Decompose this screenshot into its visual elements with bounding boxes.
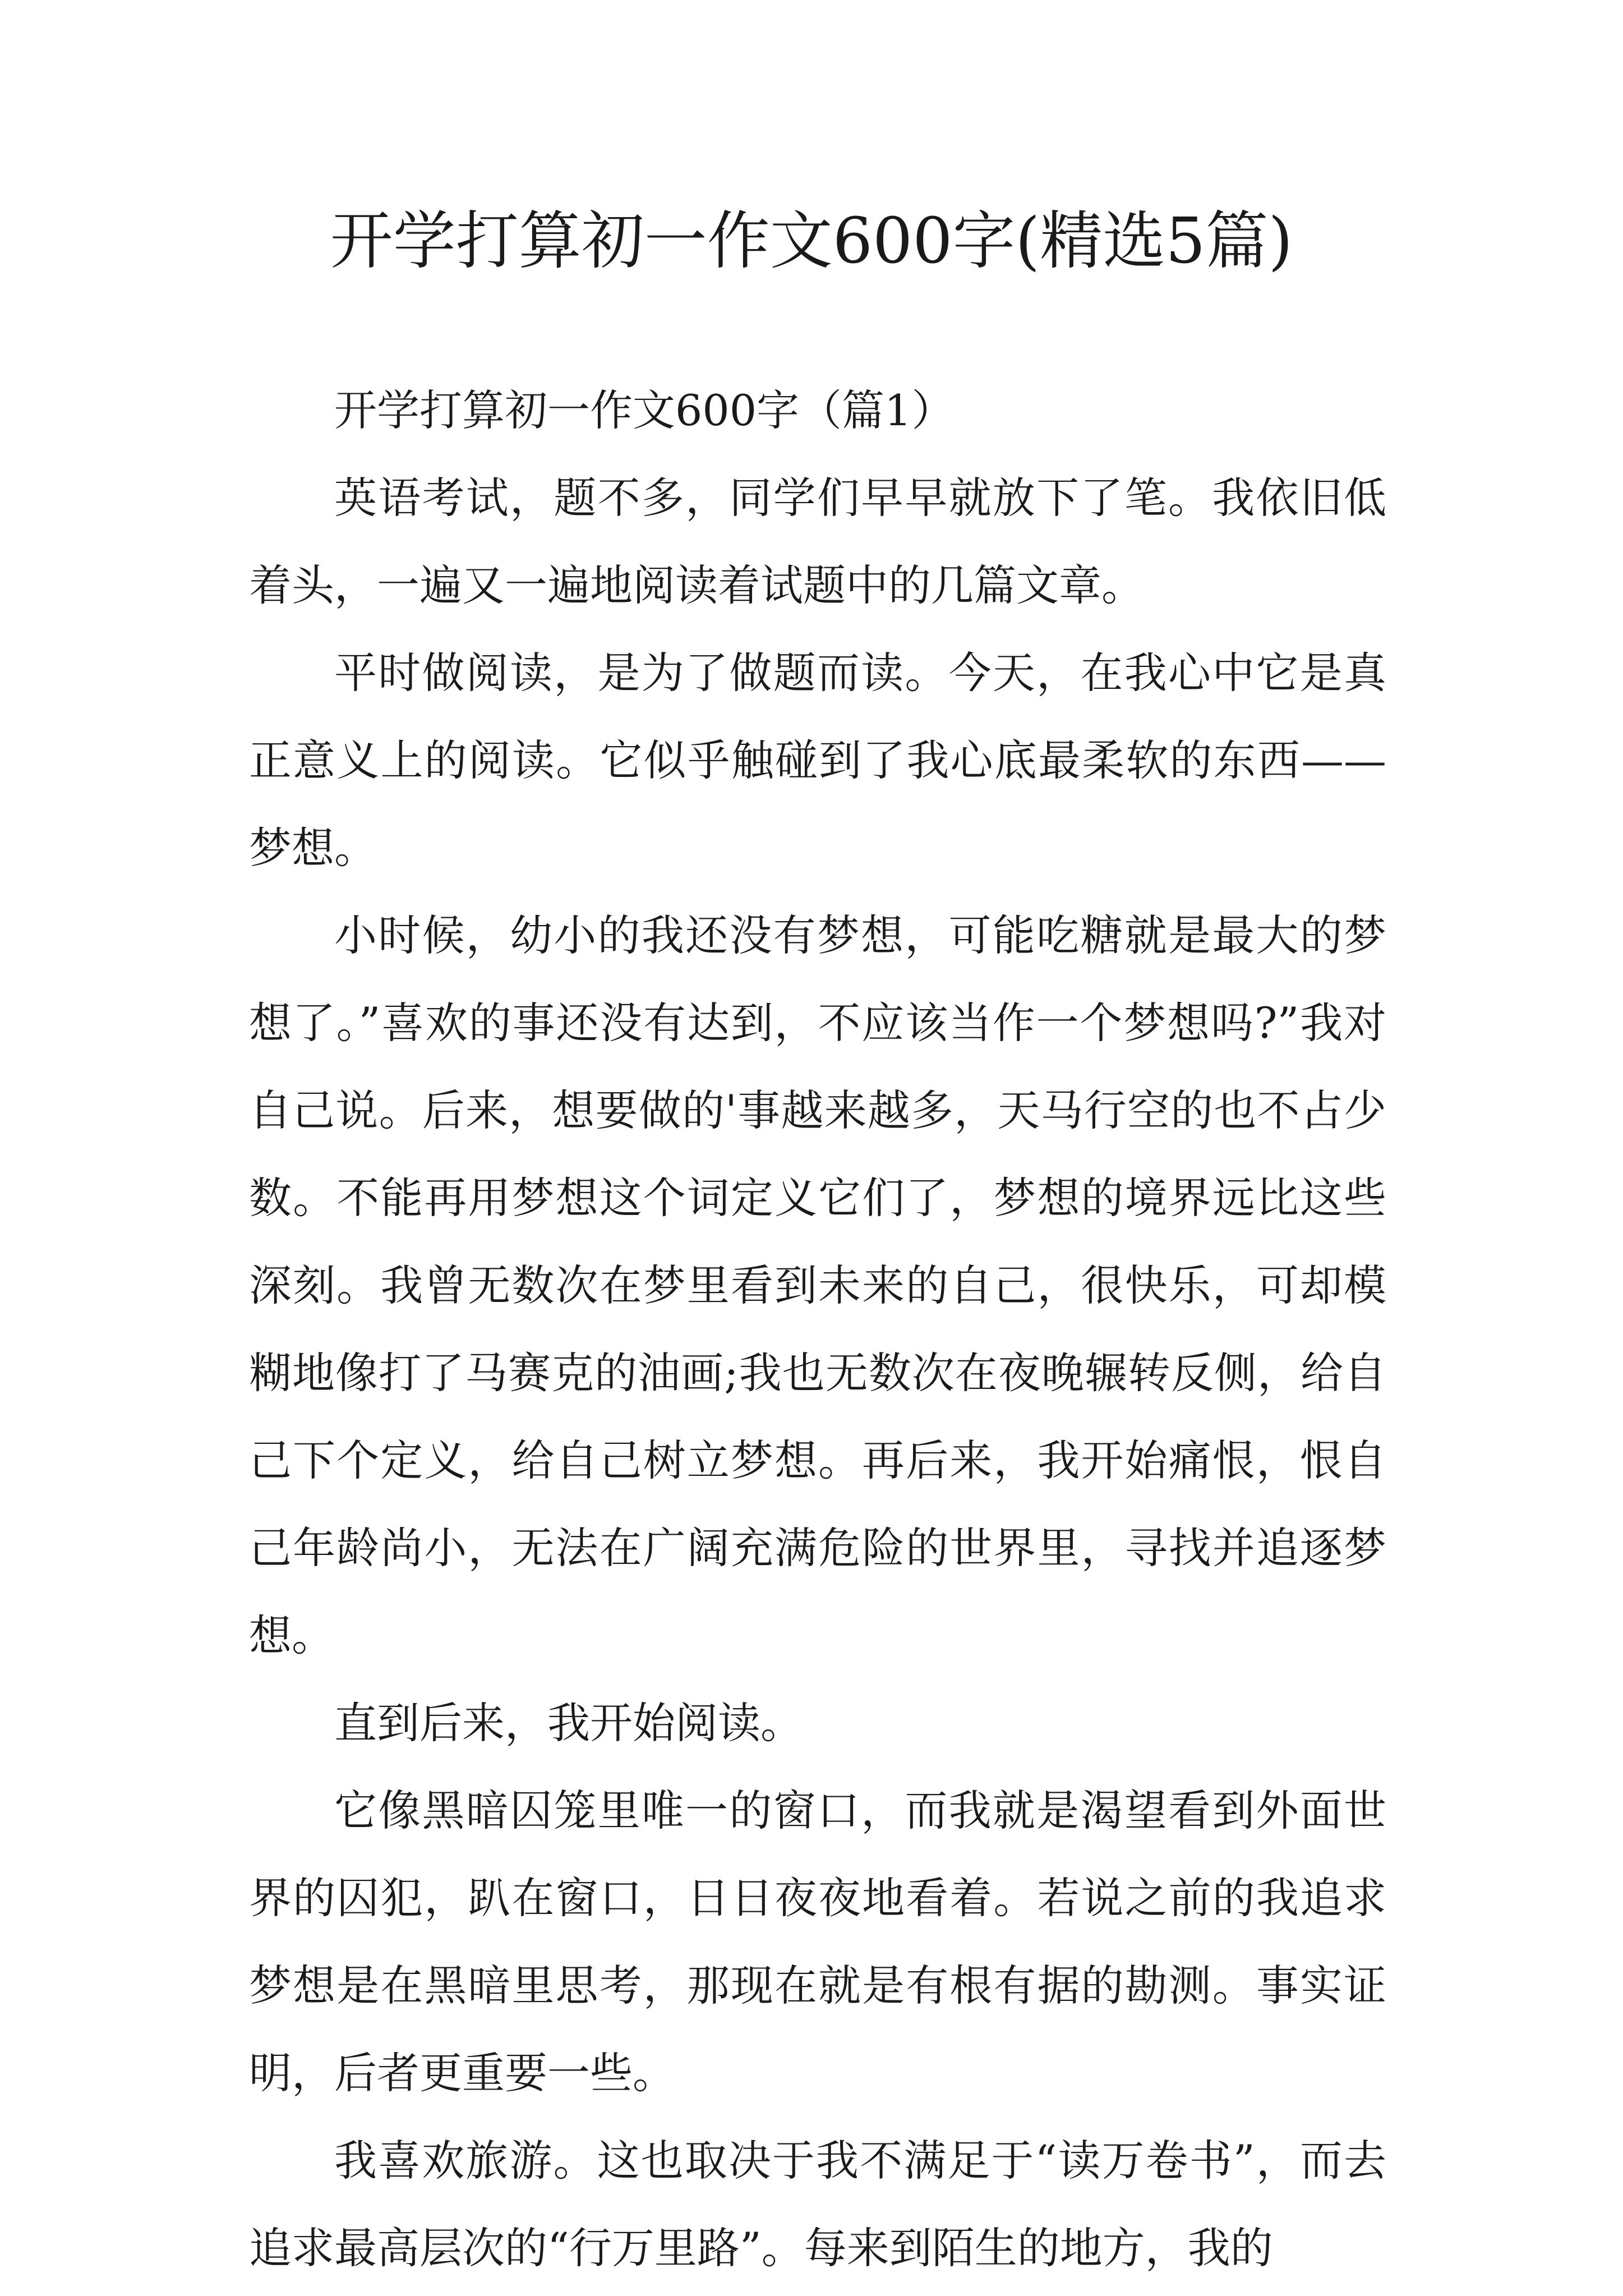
paragraph: 英语考试，题不多，同学们早早就放下了笔。我依旧低着头，一遍又一遍地阅读着试题中的几篇文章。 xyxy=(249,473,1386,610)
paragraph: 平时做阅读，是为了做题而读。今天，在我心中它是真正意义上的阅读。它似乎触碰到了我心底最柔软的东西——梦想。 xyxy=(249,648,1386,873)
paragraph: 直到后来，我开始阅读。 xyxy=(334,1698,803,1748)
paragraph: 我喜欢旅游。这也取决于我不满足于“读万卷书”，而去追求最高层次的“行万里路”。每来到陌生的地方，我的 xyxy=(249,2136,1386,2273)
document-title: 开学打算初一作文600字(精选5篇) xyxy=(330,205,1293,278)
document-body xyxy=(249,367,1386,2292)
paragraph: 它像黑暗囚笼里唯一的窗口，而我就是渴望看到外面世界的囚犯，趴在窗口，日日夜夜地看着。若说之前的我追求梦想是在黑暗里思考，那现在就是有根有据的勘测。事实证明，后者更重要一些。 xyxy=(249,1786,1386,2098)
section-heading: 开学打算初一作文600字（篇1） xyxy=(334,385,955,435)
paragraph: 小时候，幼小的我还没有梦想，可能吃糖就是最大的梦想了。”喜欢的事还没有达到，不应该当作一个梦想吗?”我对自己说。后来，想要做的'事越来越多，天马行空的也不占少数。不能再用梦想这个词定义它们了，梦想的境界远比这些深刻。我曾无数次在梦里看到未来的自己，很快乐，可却模糊地像打了马赛克的油画;我也无数次在夜晚辗转反侧，给自己下个定义，给自己树立梦想。再后来，我开始痛恨，恨自己年龄尚小，无法在广阔充满危险的世界里，寻找并追逐梦想。 xyxy=(249,910,1386,1660)
